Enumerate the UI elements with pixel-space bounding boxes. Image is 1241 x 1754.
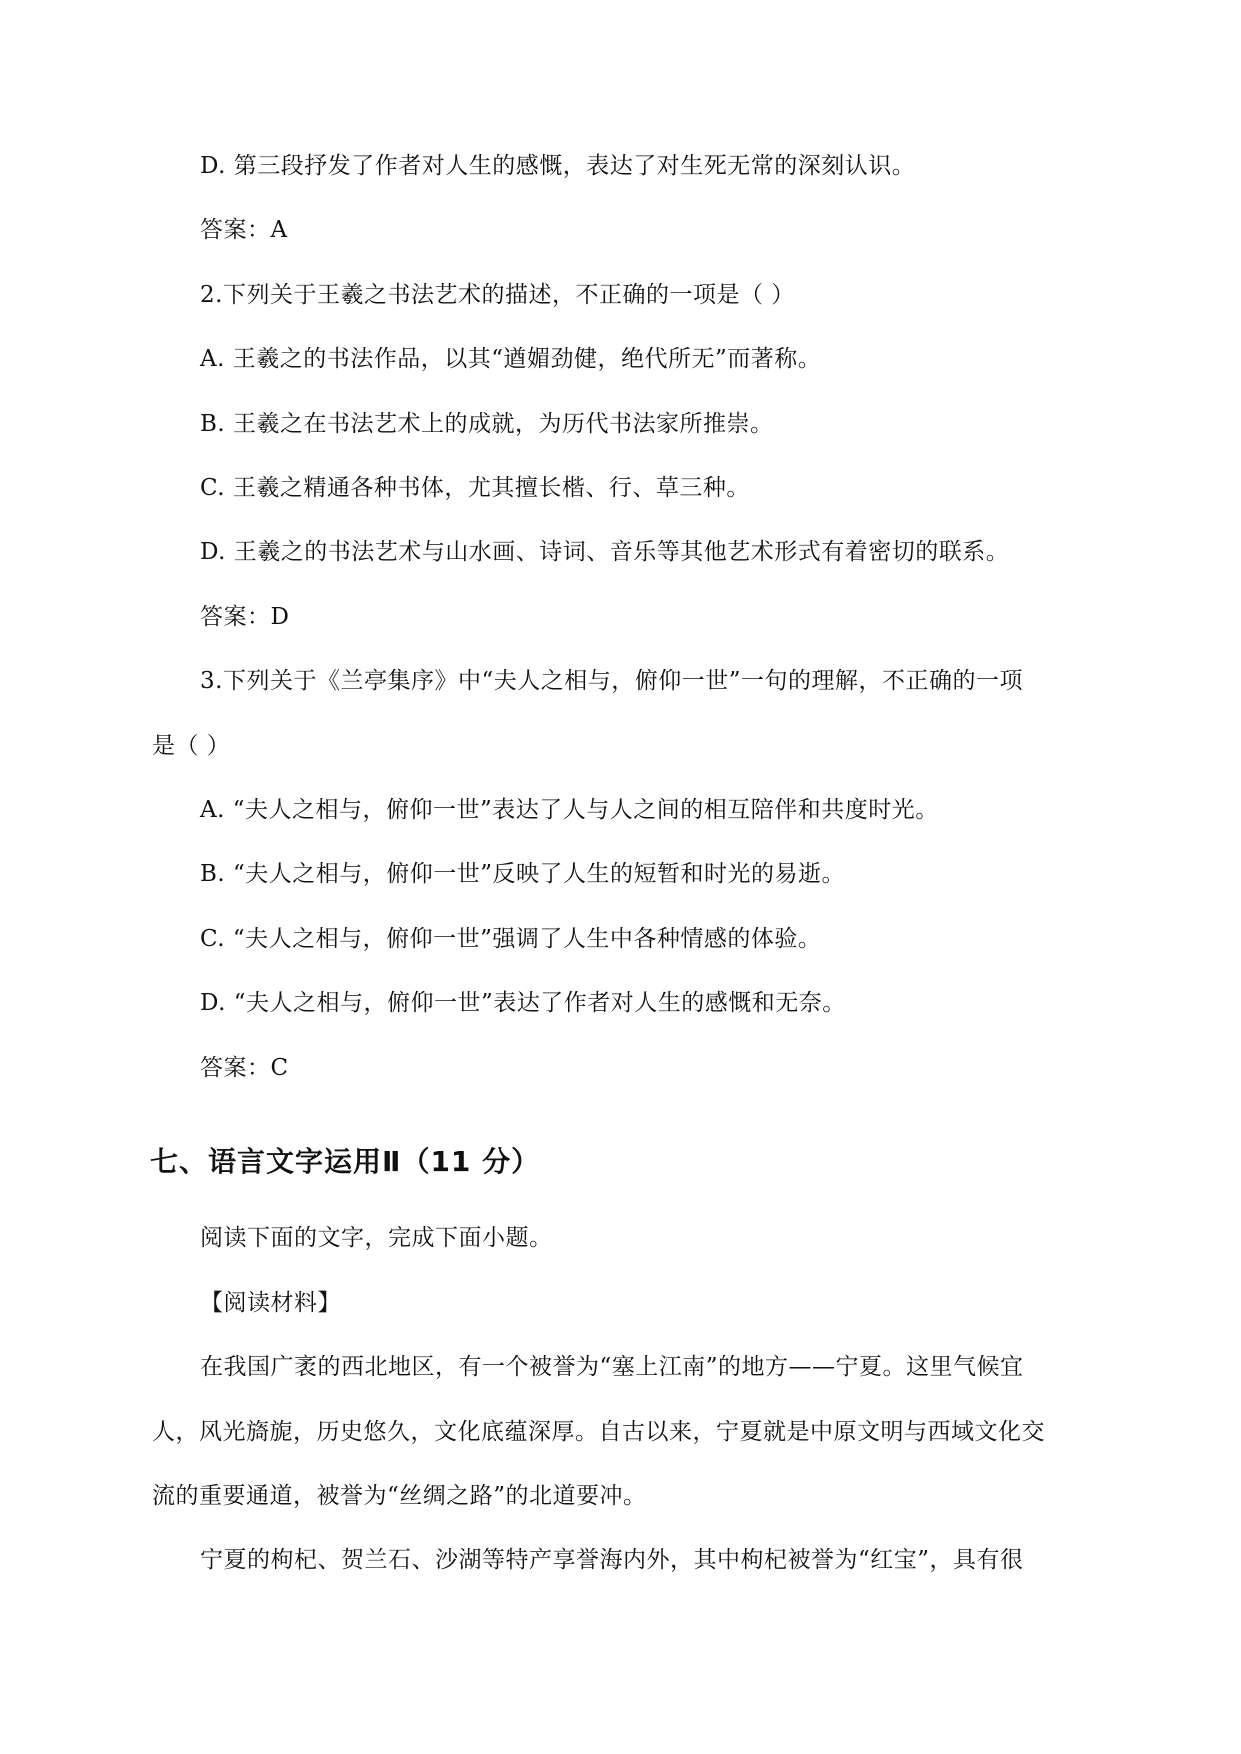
para1-line1: 在我国广袤的西北地区，有一个被誉为“塞上江南”的地方——宁夏。这里气候宜 xyxy=(200,1354,1024,1380)
q3-option-a: A. “夫人之相与，俯仰一世”表达了人与人之间的相互陪伴和共度时光。 xyxy=(200,797,939,823)
q3-option-c: C. “夫人之相与，俯仰一世”强调了人生中各种情感的体验。 xyxy=(200,926,822,952)
para2-line1: 宁夏的枸杞、贺兰石、沙湖等特产享誉海内外，其中枸杞被誉为“红宝”，具有很 xyxy=(200,1547,1024,1573)
q3-stem-line1: 3.下列关于《兰亭集序》中“夫人之相与，俯仰一世”一句的理解，不正确的一项 xyxy=(200,668,1023,694)
para1-line3: 流的重要通道，被誉为“丝绸之路”的北道要冲。 xyxy=(152,1483,647,1509)
q3-answer: 答案：C xyxy=(200,1055,289,1081)
q2-option-d: D. 王羲之的书法艺术与山水画、诗词、音乐等其他艺术形式有着密切的联系。 xyxy=(200,539,1010,565)
section7-instruction: 阅读下面的文字，完成下面小题。 xyxy=(200,1225,553,1251)
q2-option-a: A. 王羲之的书法作品，以其“遒媚劲健，绝代所无”而著称。 xyxy=(200,346,822,372)
q2-stem: 2.下列关于王羲之书法艺术的描述，不正确的一项是（ ） xyxy=(200,282,795,308)
q2-answer: 答案：D xyxy=(200,604,290,630)
q1-option-d: D. 第三段抒发了作者对人生的感慨，表达了对生死无常的深刻认识。 xyxy=(200,153,916,179)
q1-answer: 答案：A xyxy=(200,217,288,243)
q3-option-d: D. “夫人之相与，俯仰一世”表达了作者对人生的感慨和无奈。 xyxy=(200,990,846,1016)
q2-option-c: C. 王羲之精通各种书体，尤其擅长楷、行、草三种。 xyxy=(200,475,750,501)
q2-option-b: B. 王羲之在书法艺术上的成就，为历代书法家所推崇。 xyxy=(200,411,774,437)
material-label: 【阅读材料】 xyxy=(200,1290,341,1316)
q3-stem-line2: 是（ ） xyxy=(152,733,231,759)
section7-heading: 七、语言文字运用Ⅱ（11 分） xyxy=(150,1145,541,1178)
para1-line2: 人，风光旖旎，历史悠久，文化底蕴深厚。自古以来，宁夏就是中原文明与西域文化交 xyxy=(152,1419,1045,1445)
q3-option-b: B. “夫人之相与，俯仰一世”反映了人生的短暂和时光的易逝。 xyxy=(200,861,846,887)
